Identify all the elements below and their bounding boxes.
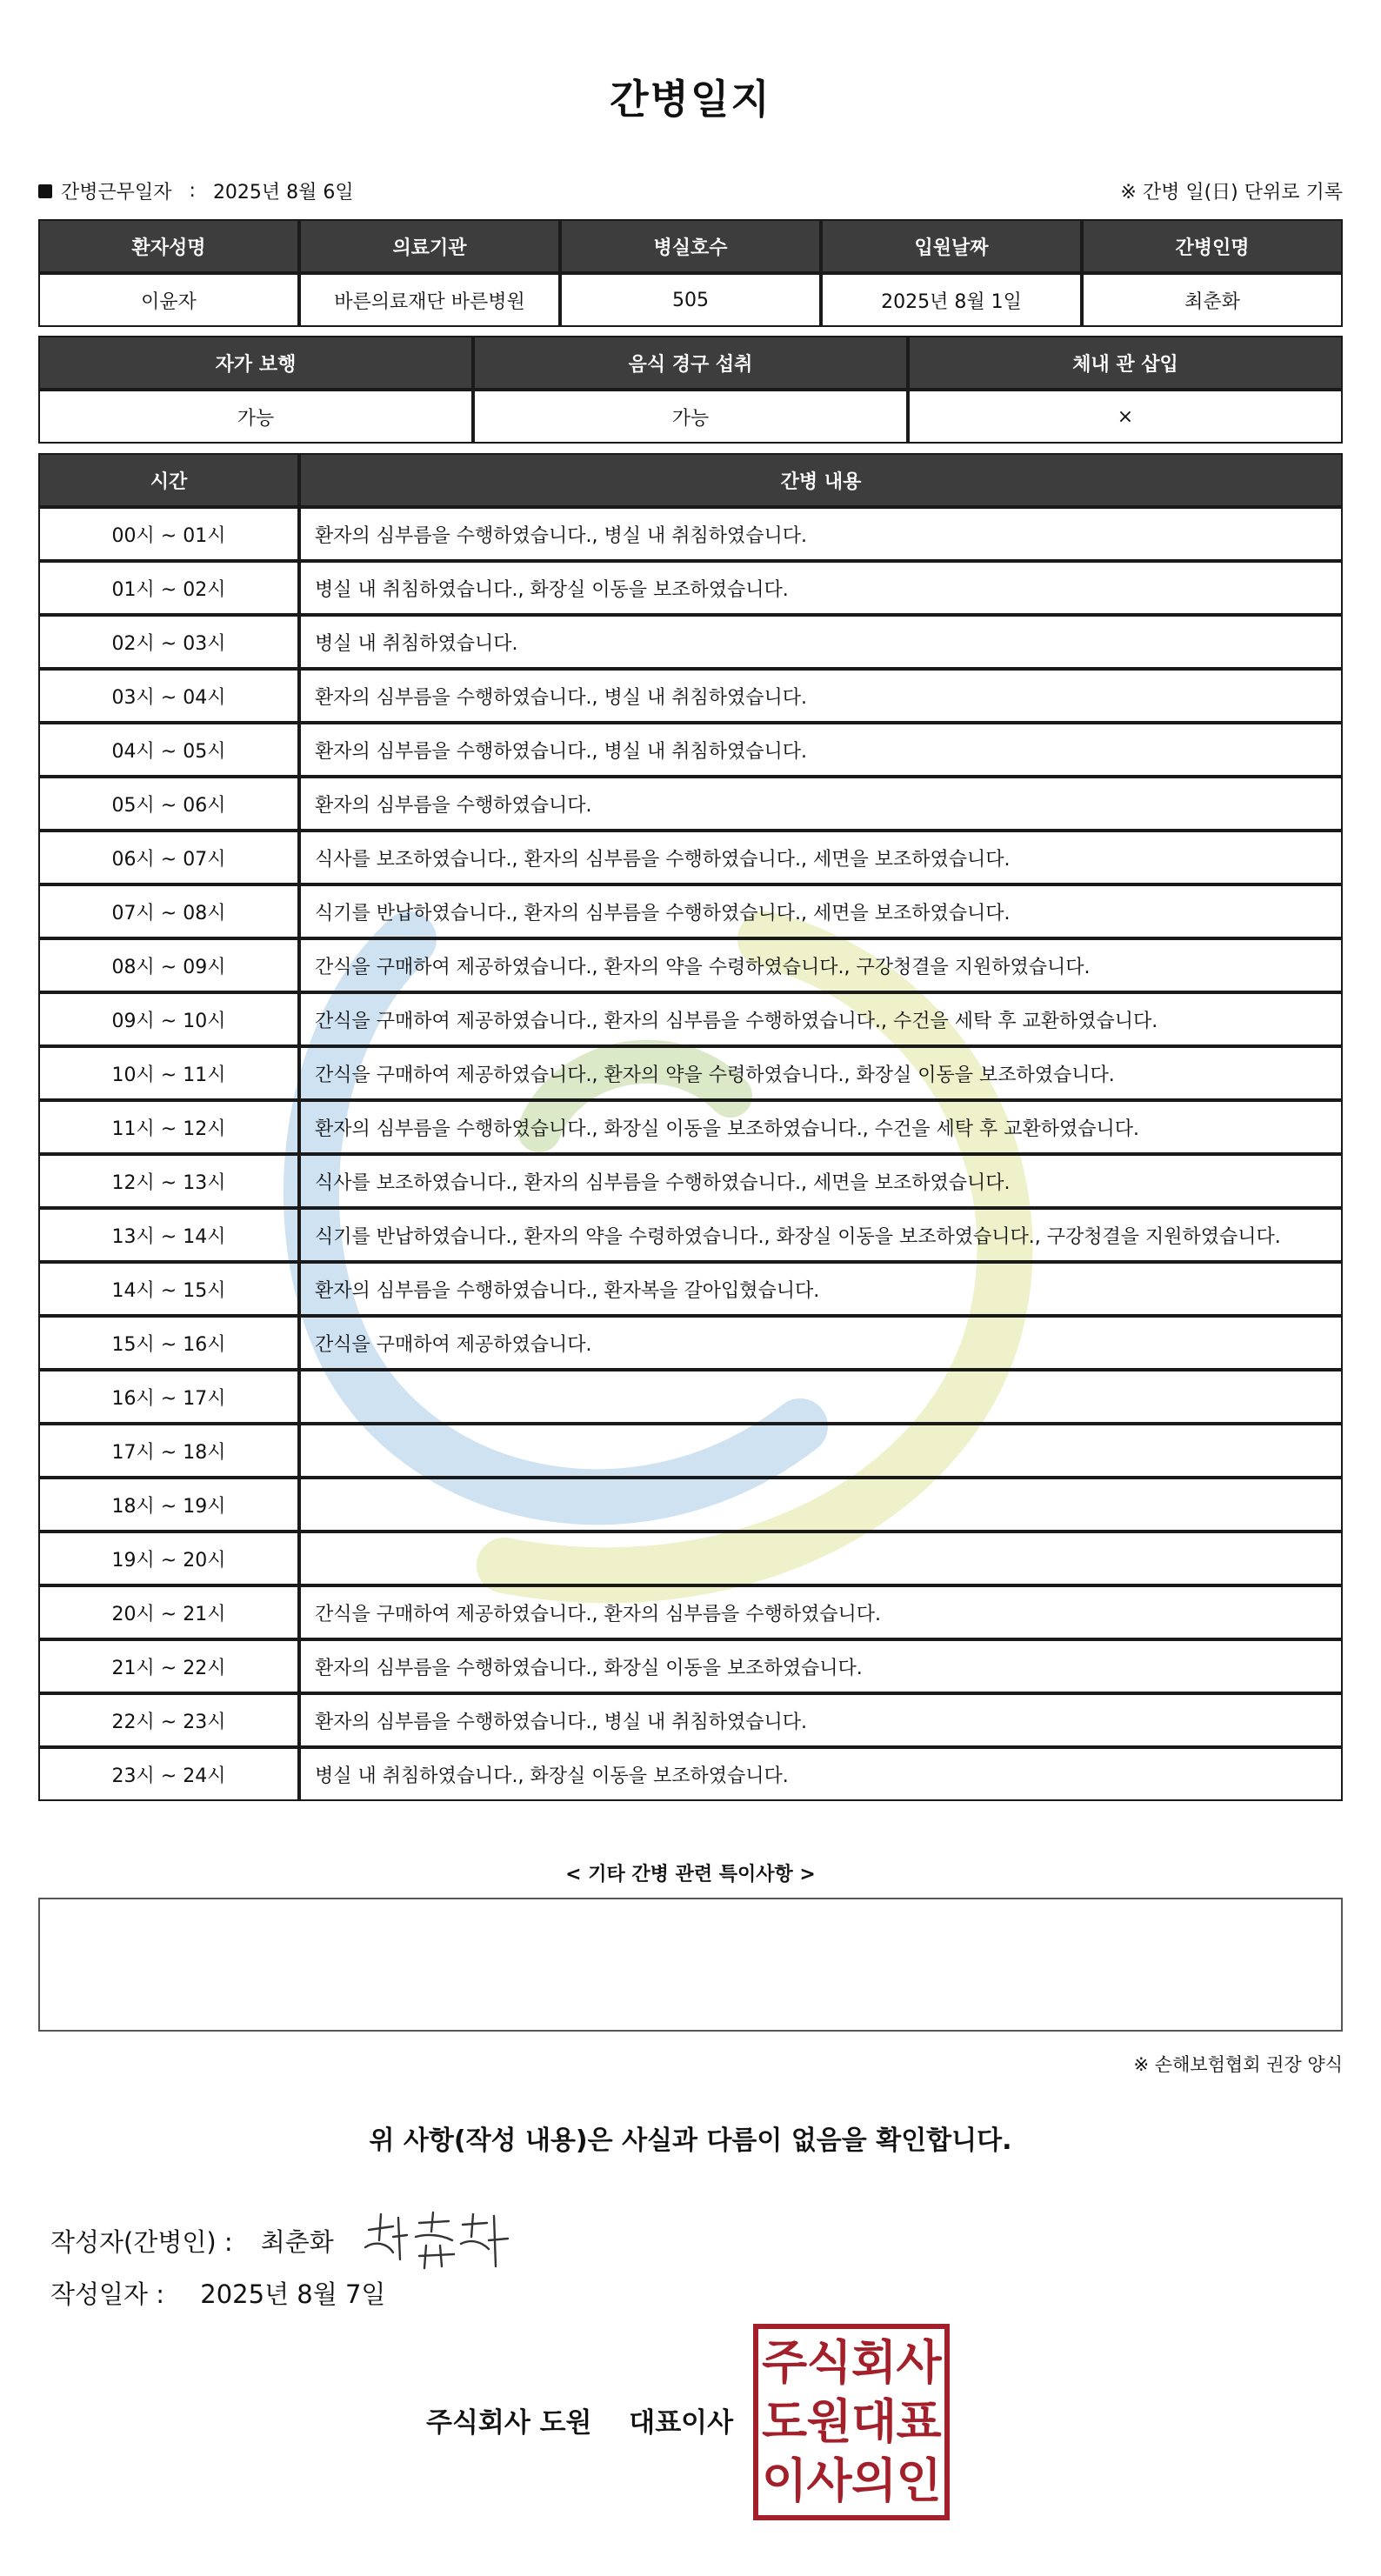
care-content-cell: 환자의 심부름을 수행하였습니다., 화장실 이동을 보조하였습니다. [299,1639,1343,1693]
table-row [38,669,1343,723]
confirm-statement: 위 사항(작성 내용)은 사실과 다름이 없음을 확인합니다. [369,2126,1012,2156]
time-cell: 17시 ~ 18시 [38,1424,299,1478]
special-notes-box [38,1898,1343,2032]
value-hospital: 바른의료재단 바른병원 [299,273,560,327]
time-cell: 23시 ~ 24시 [38,1747,299,1801]
header-oral-intake: 음식 경구 섭취 [473,336,908,390]
seal-row [762,2393,941,2451]
time-cell: 12시 ~ 13시 [38,1154,299,1208]
time-cell: 21시 ~ 22시 [38,1639,299,1693]
time-cell: 01시 ~ 02시 [38,561,299,615]
header-self-walking: 자가 보행 [38,336,473,390]
value-oral-intake: 가능 [473,390,908,444]
work-date-separator: : [189,180,196,202]
care-content-cell: 병실 내 취침하였습니다., 화장실 이동을 보조하였습니다. [299,1747,1343,1801]
header-patient-name: 환자성명 [38,219,299,273]
company-representative: 대표이사 [629,2407,734,2439]
value-caregiver-name: 최춘화 [1082,273,1343,327]
seal-character: 사 [896,2335,942,2390]
table-row [38,1639,1343,1693]
table-row [38,1154,1343,1208]
table-row [38,992,1343,1046]
value-self-walking: 가능 [38,390,473,444]
special-notes-title: < 기타 간병 관련 특이사항 > [565,1864,816,1885]
time-cell: 07시 ~ 08시 [38,884,299,938]
care-content-cell: 병실 내 취침하였습니다., 화장실 이동을 보조하였습니다. [299,561,1343,615]
care-content-cell: 환자의 심부름을 수행하였습니다., 화장실 이동을 보조하였습니다., 수건을 세탁 후 교환하였습니다. [299,1100,1343,1154]
header-tube-insertion: 체내 관 삽입 [908,336,1343,390]
seal-character: 대 [851,2394,897,2449]
seal-character: 이 [762,2453,808,2508]
recommend-note: ※ 손해보험협회 권장 양식 [1133,2054,1343,2075]
value-patient-name: 이윤자 [38,273,299,327]
writer-line [50,2206,515,2275]
care-content-cell: 식사를 보조하였습니다., 환자의 심부름을 수행하였습니다., 세면을 보조하였습니다. [299,831,1343,884]
time-cell: 00시 ~ 01시 [38,507,299,561]
header-care-content: 간병 내용 [299,453,1343,507]
work-date-label: 간병근무일자 [61,182,172,204]
write-date-line [50,2275,385,2311]
table-row [38,507,1343,561]
status-header-row [38,336,1343,390]
table-row [38,1208,1343,1262]
time-cell: 05시 ~ 06시 [38,777,299,831]
header-room-number: 병실호수 [560,219,821,273]
care-content-cell: 환자의 심부름을 수행하였습니다., 병실 내 취침하였습니다. [299,1693,1343,1747]
care-content-cell: 환자의 심부름을 수행하였습니다., 병실 내 취침하였습니다. [299,507,1343,561]
status-value-row [38,390,1343,444]
time-cell: 09시 ~ 10시 [38,992,299,1046]
time-cell: 08시 ~ 09시 [38,938,299,992]
write-date-value: 2025년 8월 7일 [200,2279,386,2309]
table-row [38,1424,1343,1478]
table-row [38,1046,1343,1100]
table-row [38,615,1343,669]
table-row [38,1693,1343,1747]
patient-info-header-row [38,219,1343,273]
time-cell: 02시 ~ 03시 [38,615,299,669]
work-date [38,177,354,204]
table-row [38,561,1343,615]
table-row [38,1747,1343,1801]
company-line [426,2400,733,2439]
care-content-cell: 환자의 심부름을 수행하였습니다., 환자복을 갈아입혔습니다. [299,1262,1343,1316]
seal-character: 인 [896,2453,942,2508]
signature [358,2206,515,2275]
header-time: 시간 [38,453,299,507]
table-row [38,723,1343,777]
header-hospital: 의료기관 [299,219,560,273]
care-content-cell [299,1370,1343,1424]
seal-character: 표 [896,2394,942,2449]
patient-info-value-row [38,273,1343,327]
value-room-number: 505 [560,273,821,327]
write-date-label: 작성일자 : [50,2279,165,2309]
care-content-cell [299,1532,1343,1585]
time-cell: 15시 ~ 16시 [38,1316,299,1370]
seal-character: 도 [762,2394,808,2449]
time-cell: 22시 ~ 23시 [38,1693,299,1747]
unit-note: ※ 간병 일(日) 단위로 기록 [1120,182,1343,204]
value-tube-insertion: × [908,390,1343,444]
square-bullet-icon [38,184,52,198]
table-row [38,884,1343,938]
time-cell: 20시 ~ 21시 [38,1585,299,1639]
seal-character: 원 [806,2394,852,2449]
patient-status-table [38,336,1343,444]
table-row [38,938,1343,992]
care-log-body [38,507,1343,1801]
care-log-table [38,453,1343,1801]
table-row [38,1478,1343,1532]
time-cell: 04시 ~ 05시 [38,723,299,777]
care-content-cell: 간식을 구매하여 제공하였습니다. [299,1316,1343,1370]
care-content-cell [299,1478,1343,1532]
care-content-cell: 간식을 구매하여 제공하였습니다., 환자의 심부름을 수행하였습니다. [299,1585,1343,1639]
writer-name: 최춘화 [260,2226,334,2257]
care-content-cell: 환자의 심부름을 수행하였습니다., 병실 내 취침하였습니다. [299,669,1343,723]
time-cell: 11시 ~ 12시 [38,1100,299,1154]
header-admission-date: 입원날짜 [821,219,1082,273]
meta-row [38,177,1343,204]
care-content-cell: 환자의 심부름을 수행하였습니다. [299,777,1343,831]
seal-character: 회 [851,2335,897,2390]
document-title: 간병일지 [610,76,771,123]
table-row [38,1316,1343,1370]
care-content-cell: 간식을 구매하여 제공하였습니다., 환자의 심부름을 수행하였습니다., 수건을 세탁 후 교환하였습니다. [299,992,1343,1046]
care-content-cell: 식기를 반납하였습니다., 환자의 약을 수령하였습니다., 화장실 이동을 보조하였습니다., 구강청결을 지원하였습니다. [299,1208,1343,1262]
header-caregiver-name: 간병인명 [1082,219,1343,273]
care-content-cell [299,1424,1343,1478]
company-name: 주식회사 도원 [426,2407,592,2439]
table-row [38,777,1343,831]
seal-character: 식 [806,2335,852,2390]
time-cell: 18시 ~ 19시 [38,1478,299,1532]
time-cell: 06시 ~ 07시 [38,831,299,884]
time-cell: 03시 ~ 04시 [38,669,299,723]
table-row [38,1585,1343,1639]
care-content-cell: 간식을 구매하여 제공하였습니다., 환자의 약을 수령하였습니다., 구강청결을 지원하였습니다. [299,938,1343,992]
time-cell: 14시 ~ 15시 [38,1262,299,1316]
value-admission-date: 2025년 8월 1일 [821,273,1082,327]
table-row [38,1370,1343,1424]
seal-character: 사 [806,2453,852,2508]
company-seal-stamp [753,2324,950,2520]
care-content-cell: 간식을 구매하여 제공하였습니다., 환자의 약을 수령하였습니다., 화장실 이동을 보조하였습니다. [299,1046,1343,1100]
seal-row [762,2334,941,2392]
time-cell: 16시 ~ 17시 [38,1370,299,1424]
seal-row [762,2453,941,2510]
patient-info-table [38,219,1343,327]
care-content-cell: 환자의 심부름을 수행하였습니다., 병실 내 취침하였습니다. [299,723,1343,777]
care-content-cell: 병실 내 취침하였습니다. [299,615,1343,669]
care-content-cell: 식기를 반납하였습니다., 환자의 심부름을 수행하였습니다., 세면을 보조하였습니다. [299,884,1343,938]
time-cell: 19시 ~ 20시 [38,1532,299,1585]
seal-character: 의 [851,2453,897,2508]
time-cell: 10시 ~ 11시 [38,1046,299,1100]
writer-label: 작성자(간병인) : [50,2226,233,2257]
table-row [38,1532,1343,1585]
work-date-value: 2025년 8월 6일 [212,182,354,204]
care-content-cell: 식사를 보조하였습니다., 환자의 심부름을 수행하였습니다., 세면을 보조하였습니다. [299,1154,1343,1208]
time-cell: 13시 ~ 14시 [38,1208,299,1262]
seal-character: 주 [762,2335,808,2390]
table-row [38,831,1343,884]
care-log-header-row [38,453,1343,507]
table-row [38,1262,1343,1316]
table-row [38,1100,1343,1154]
